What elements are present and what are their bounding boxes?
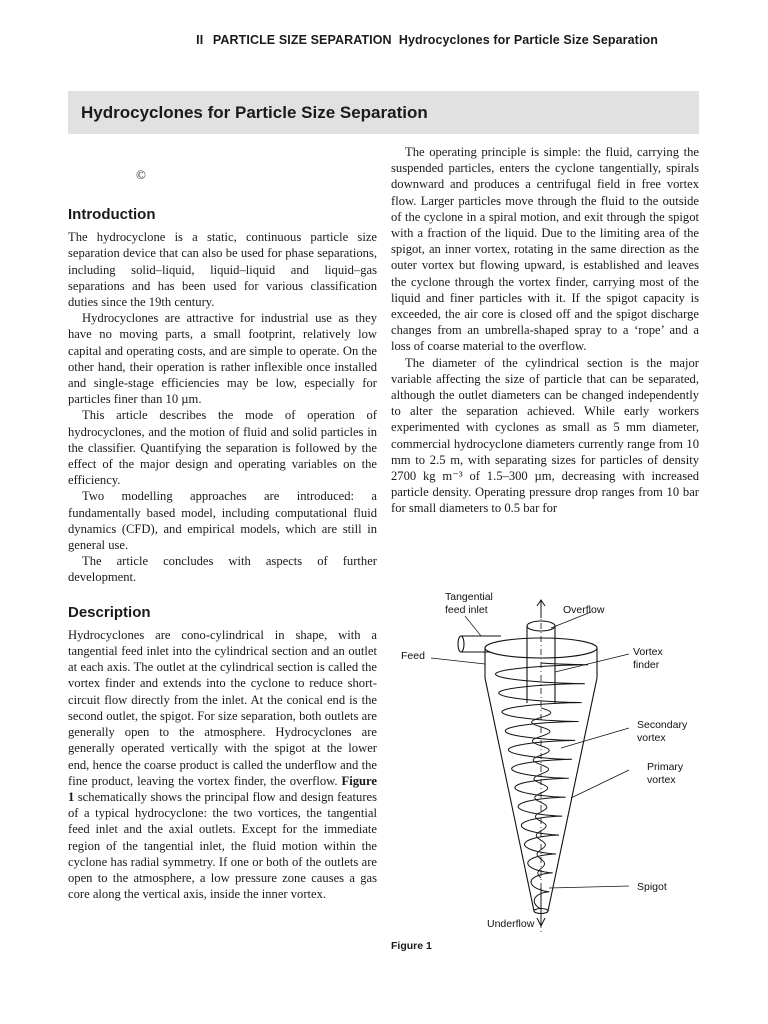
label-spigot: Spigot: [637, 881, 667, 893]
hydrocyclone-diagram: [391, 588, 701, 958]
running-header: [196, 33, 658, 47]
intro-paragraph: The hydrocyclone is a static, continuous particle size separation device that can also be used for phase separations, including solid–liquid, liquid–liquid and liquid–gas separations and has been used for various classification duties since the 19th century.: [68, 230, 377, 310]
introduction-heading: Introduction: [68, 206, 156, 223]
description-text-end: schematically shows the principal flow and design features of a typical hydrocyclone: the two vortices, the tangential feed inlet and the axial outlets. Except for the immediate region of the tangential inlet, the fluid motion within the cyclone has radial symmetry. If one or both of the outlets are open to the atmosphere, a low pressure zone causes a gas core along the vertical axis, inside the inner vortex.: [68, 789, 377, 902]
overflow-arrow-icon: [537, 600, 545, 618]
right-column: [391, 144, 699, 517]
label-overflow: Overflow: [563, 604, 605, 616]
hydrocyclone-figure: [391, 588, 701, 958]
body-paragraph: The diameter of the cylindrical section is the major variable affecting the size of particle that can be separated, although the outlet diameters can be changed independently to alter the separation achieved. While early workers experimented with cyclones as small as 5 mm diameter, commercial hydrocyclone diameters currently range from 10 mm to 2.5 m, with separating sizes for particles of density 2700 kg m⁻³ of 1.5–300 µm, decreasing with increased particle density. Operating pressure drop ranges from 10 bar for small diameters to 0.5 bar for: [391, 355, 699, 516]
label-finder: finder: [633, 659, 660, 671]
intro-paragraph: Hydrocyclones are attractive for industrial use as they have no moving parts, a small footprint, relatively low capital and operating costs, and are simple to operate. On the other hand, their operation is rather inflexible once installed and single-stage efficiencies may be low, especially for particles finer than 10 µm.: [68, 311, 377, 407]
label-vortex: Vortex: [633, 646, 663, 658]
label-secondary: Secondary: [637, 719, 688, 731]
intro-paragraph: This article describes the mode of operation of hydrocyclones, and the motion of fluid and solid particles in the classifier. Quantifying the separation is followed by the effect of the major design and operating variables on the efficiency.: [68, 408, 377, 488]
intro-paragraph: Two modelling approaches are introduced: a fundamentally based model, including computational fluid dynamics (CFD), and empirical models, which are still in general use.: [68, 489, 377, 553]
description-paragraph: [68, 627, 377, 902]
description-text-start: Hydrocyclones are cono-cylindrical in shape, with a tangential feed inlet into the cylindrical section and an outlet at each axis. The outlet at the cylindrical section is called the vortex finder and extends into the cyclone to reduce short-circuit flow directly from the inlet. At the conical end is the second outlet, the spigot. For size separation, both outlets are generally open to the atmosphere. Hydrocyclones are generally operated vertically with the spigot at the lower end, hence the coarse product is called the underflow and the fine product, leaving the vortex finder, the overflow.: [68, 627, 377, 788]
label-primary-vortex: vortex: [647, 774, 676, 786]
label-feed: Feed: [401, 650, 425, 662]
figure-reference-link[interactable]: Figure 1: [68, 773, 377, 804]
section-title: PARTICLE SIZE SEPARATION: [212, 33, 392, 47]
intro-paragraph: The article concludes with aspects of further development.: [68, 554, 377, 585]
label-underflow: Underflow: [487, 918, 535, 930]
body-paragraph: The operating principle is simple: the fluid, carrying the suspended particles, enters the cyclone tangentially, spirals downward and produces a centrifugal field in free vortex flow. Larger particles move through the fluid to the outside of the cyclone in a spiral motion, and exit through the spigot with a fraction of the liquid. Due to the limiting area of the spigot, an inner vortex, rotating in the same direction as the outer vortex but flowing upward, is established and leaves the cyclone through the vortex finder, carrying most of the liquid and finer particles with it. If the spigot capacity is exceeded, the air core is closed off and the spigot discharge changes from an umbrella-shaped spray to a ‘rope’ and a loss of coarse material to the overflow.: [391, 145, 699, 354]
label-tangential: Tangential: [445, 591, 493, 603]
title-band: [68, 91, 699, 134]
figure-caption: Figure 1: [391, 940, 432, 952]
leader-lines: [431, 612, 629, 888]
label-secondary-vortex: vortex: [637, 732, 666, 744]
article-title: Hydrocyclones for Particle Size Separation: [81, 103, 428, 122]
section-number: II: [196, 33, 204, 47]
description-heading: Description: [68, 603, 151, 621]
copyright-mark: ©: [136, 167, 146, 182]
article-running-title: Hydrocyclones for Particle Size Separation: [398, 33, 658, 47]
label-feed-inlet: feed inlet: [445, 604, 488, 616]
left-column: [68, 167, 377, 902]
label-primary: Primary: [647, 761, 684, 773]
